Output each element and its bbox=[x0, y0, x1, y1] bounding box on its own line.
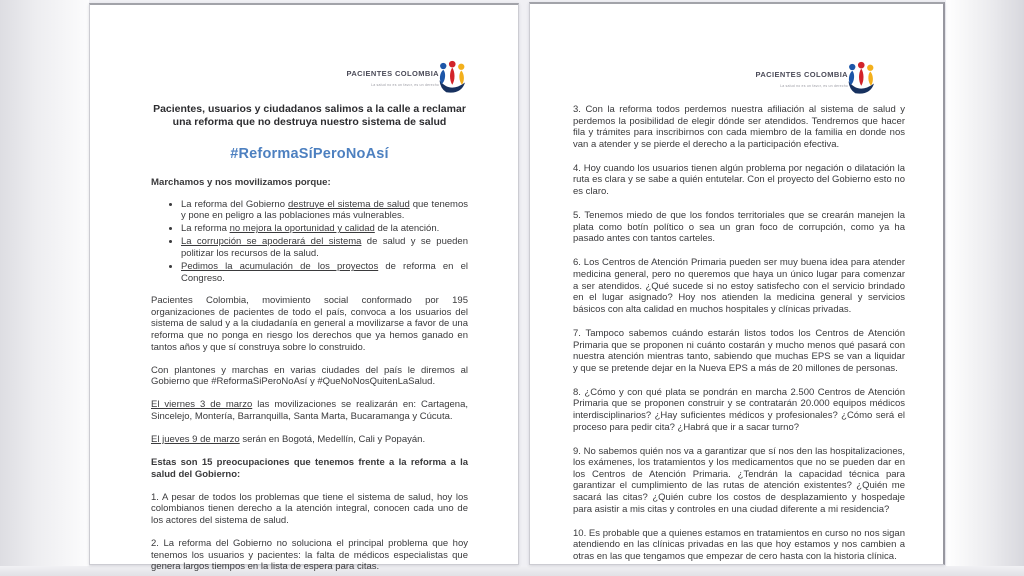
paragraph-movement: Pacientes Colombia, movimiento social conformado por 195 organizaciones de pacientes de todo el país, convoca a los usuarios del sistema de salud y a la ciudadanía en general a movilizarse a favor de una reforma que no ponga en riesgo los derechos que ya hemos ganado en tantos años y que sí construya sobre lo construido. bbox=[151, 295, 468, 353]
list-item: • La reforma del Gobierno destruye el sistema de salud que tenemos y pone en peligro a las poblaciones más vulnerables. bbox=[181, 199, 468, 222]
logo-tagline: La salud no es un favor, es un derecho bbox=[780, 84, 848, 89]
list-item: • La reforma no mejora la oportunidad y calidad de la atención. bbox=[181, 223, 468, 235]
title-line-1: Pacientes, usuarios y ciudadanos salimos a la calle a reclamar bbox=[153, 103, 466, 115]
logo-tagline: La salud no es un favor, es un derecho bbox=[371, 83, 439, 88]
concern-item-7: 7. Tampoco sabemos cuándo estarán listos todos los Centros de Atención Primaria que se proponen ni cuánto costarán y mucho menos qué pasará con nuestra atención mientras tanto, sabiendo que muchas EPS se van a liquidar y que se pretende dejar en la Nueva EPS a más de 20 millones de personas. bbox=[573, 327, 905, 374]
concern-item-10: 10. Es probable que a quienes estamos en tratamientos en curso no nos sigan atendiendo en las clínicas privadas en las que hoy estamos y nos cambien a otras en las que tengamos que empezar de cero hasta con la historia clínica. bbox=[573, 527, 905, 562]
document-title bbox=[151, 103, 468, 129]
pacientes-colombia-logo bbox=[573, 60, 877, 98]
pacientes-colombia-logo-icon bbox=[844, 60, 877, 98]
pacientes-colombia-logo bbox=[151, 59, 468, 97]
reasons-list bbox=[151, 199, 468, 285]
concerns-heading: Estas son 15 preocupaciones que tenemos frente a la reforma a la salud del Gobierno: bbox=[151, 457, 468, 480]
paragraph-plantones: Con plantones y marchas en varias ciudades del país le diremos al Gobierno que #ReformaSiPeroNoAsí y #QueNoNosQuitenLaSalud. bbox=[151, 364, 468, 388]
hashtag-heading: #ReformaSíPeroNoAsí bbox=[230, 146, 389, 162]
backdrop-left bbox=[0, 0, 89, 576]
concern-item-8: 8. ¿Cómo y con qué plata se pondrán en marcha 2.500 Centros de Atención Primaria que se proponen construir y se contratarán 20.000 equipos médicos interdisciplinarios? ¿Hay suficientes médicos y profesionales? ¿Cómo será el proceso para pedir cita? ¿Habrá que ir a sacar turno? bbox=[573, 386, 905, 433]
paragraph-march-friday: El viernes 3 de marzo las movilizaciones se realizarán en: Cartagena, Sincelejo, Montería, Barranquilla, Santa Marta, Bucaramanga y Cúcuta. bbox=[151, 399, 469, 422]
concern-item-5: 5. Tenemos miedo de que los fondos territoriales que se crearán manejen la plata como botín político o sea un gran foco de corrupción, como ya ha pasado antes con tantos carteles. bbox=[573, 210, 905, 245]
paragraph-march-thursday: El jueves 9 de marzo serán en Bogotá, Medellín, Cali y Popayán. bbox=[151, 434, 426, 446]
concern-item-2: 2. La reforma del Gobierno no soluciona el principal problema que hoy tenemos los usuarios y pacientes: la falta de médicos especialistas que genera largos tiempos en la lista de espera para citas. bbox=[151, 538, 468, 573]
title-line-2: una reforma que no destruya nuestro sistema de salud bbox=[172, 116, 447, 128]
concern-item-6: 6. Los Centros de Atención Primaria pueden ser muy buena idea para atender medicina general, pero no queremos que haya un único lugar para comenzar a ser atendidos. ¿Qué sucede si no estoy satisfecho con el servicio brindado en el lugar asignado? Hoy nos atienden la medicina general y servicios básicos con alta calidad en muchos hospitales y clínicas privadas. bbox=[573, 257, 905, 315]
logo-wordmark: PACIENTES COLOMBIA bbox=[755, 69, 848, 79]
concern-item-3: 3. Con la reforma todos perdemos nuestra afiliación al sistema de salud y perdemos la posibilidad de elegir dónde ser atendidos. Tendremos que hacer fila y trámites para inscribirnos con cada miembro de la familia en donde nos van a atender y se pierde el derecho a la participación efectiva. bbox=[573, 104, 905, 150]
page-1 bbox=[89, 3, 519, 573]
intro-heading: Marchamos y nos movilizamos porque: bbox=[151, 177, 331, 188]
logo-wordmark: PACIENTES COLOMBIA bbox=[346, 68, 439, 78]
concern-item-9: 9. No sabemos quién nos va a garantizar que sí nos den las hospitalizaciones, los exámenes, los tratamientos y los medicamentos que no se pueden dar en los Centros de Atención Primaria. ¿Tendrán la capacidad técnica para garantizar el cumplimiento de las rutas de atención existentes? ¿Quién me sacará las citas? ¿Quién cubre los costos de desplazamiento y hospedaje para asistir a mis citas y controles en una ciudad diferente a mi residencia? bbox=[573, 445, 905, 515]
concern-item-4: 4. Hoy cuando los usuarios tienen algún problema por negación o dilatación la ruta es clara y se sabe a quién entutelar. Con el proyecto del Gobierno esto no es claro. bbox=[573, 162, 905, 198]
pacientes-colombia-logo-icon bbox=[435, 59, 468, 97]
list-item: • La corrupción se apoderará del sistema de salud y se pueden politizar los recursos de la salud. bbox=[181, 236, 468, 259]
page-2 bbox=[529, 2, 945, 565]
list-item: • Pedimos la acumulación de los proyectos de reforma en el Congreso. bbox=[181, 261, 468, 284]
backdrop-right bbox=[946, 0, 1024, 576]
concern-item-1: 1. A pesar de todos los problemas que tiene el sistema de salud, hoy los colombianos tienen derecho a la atención integral, conocen cada uno de los actores del sistema de salud. bbox=[151, 491, 468, 527]
